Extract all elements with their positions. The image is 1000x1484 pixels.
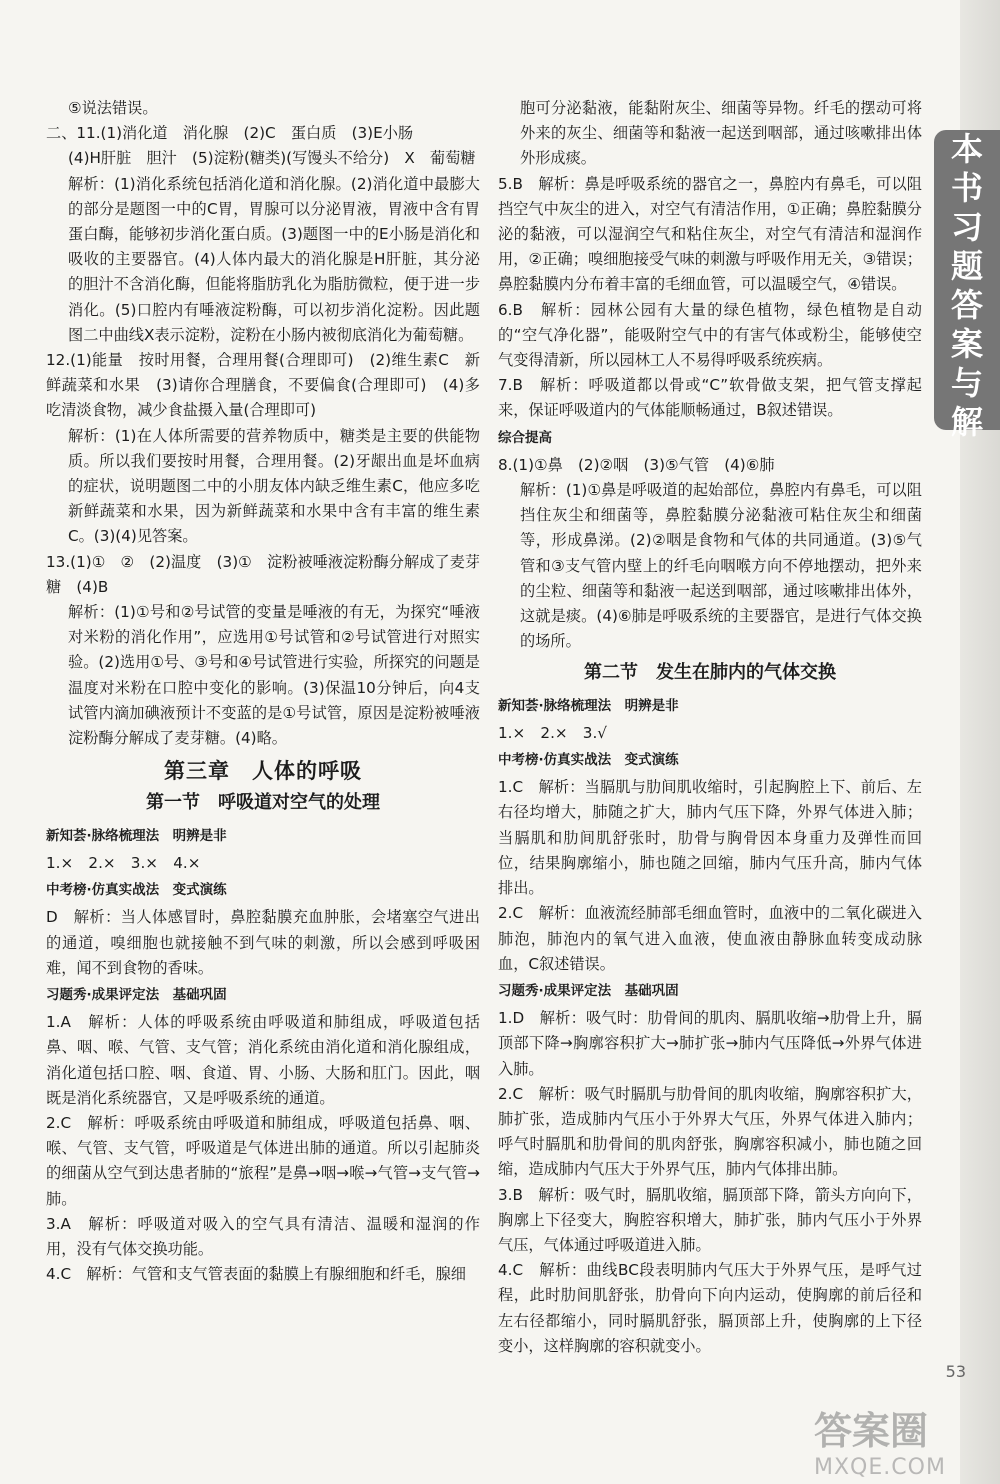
answer-text: 二、11.(1)消化道 消化腺 (2)C 蛋白质 (3)E小肠: [46, 124, 414, 143]
side-tab-char: 与: [950, 364, 983, 402]
explanation-text: 2.C 解析：呼吸系统由呼吸道和肺组成，呼吸道包括鼻、咽、喉、气管、支气管，呼吸道是气体进出肺的通道。所以引起肺炎的细菌从空气到达患者肺的“旅程”是鼻→咽→喉→气管→支气管→肺。: [46, 1113, 480, 1208]
subsection-heading: 习题秀·成果评定法 基础巩固: [498, 982, 679, 999]
explanation-text: 1.D 解析：吸气时：肋骨间的肌肉、膈肌收缩→肋骨上升，膈顶部下降→胸廓容积扩大→肺扩张→肺内气压降低→外界气体进入肺。: [498, 1009, 922, 1078]
explanation-text: 1.C 解析：当膈肌与肋间肌收缩时，引起胸腔上下、前后、左右径均增大，肺随之扩大，肺内气压下降，外界气体进入肺；当膈肌和肋间肌舒张时，肋骨与胸骨因本身重力及弹性而回位，结果胸廓缩小，肺也随之回缩，肺内气压升高，肺内气体排出。: [498, 778, 922, 898]
explanation-text: 4.C 解析：气管和支气管表面的黏膜上有腺细胞和纤毛，腺细: [46, 1265, 466, 1284]
answer-text: 12.(1)能量 按时用餐，合理用餐(合理即可) (2)维生素C 新鲜蔬菜和水果 (3)请你合理膳食，不要偏食(合理即可) (4)多吃清淡食物，减少食盐摄入量(合理即可): [46, 351, 480, 420]
side-tab-char: 题: [950, 247, 983, 285]
answer-text: ⑤说法错误。: [68, 99, 158, 117]
watermark-logo: [814, 1400, 980, 1480]
side-tab-char: 案: [950, 325, 983, 363]
side-tab-char: 解: [950, 403, 983, 441]
explanation-text: 7.B 解析：呼吸道都以骨或“C”软骨做支架，把气管支撑起来，保证呼吸道内的气体能顺畅通过，B叙述错误。: [498, 376, 922, 420]
explanation-text: 3.A 解析：呼吸道对吸入的空气具有清洁、温暖和湿润的作用，没有气体交换功能。: [46, 1214, 480, 1258]
side-tab-char: 答: [950, 286, 983, 324]
explanation-text: 4.C 解析：曲线BC段表明肺内气压大于外界气压，是呼气过程，此时肋间肌舒张，肋骨向下向内运动，使胸廓的前后径和左右径都缩小，同时膈肌舒张，膈顶部上升，使胸廓的上下径变小，这样胸廓的容积就变小。: [498, 1261, 922, 1355]
subsection-heading: 综合提高: [498, 429, 552, 446]
explanation-text: 解析：(1)消化系统包括消化道和消化腺。(2)消化道中最膨大的部分是题图一中的C胃，胃腺可以分泌胃液，胃液中含有胃蛋白酶，能够初步消化蛋白质。(3)题图一中的E小肠是消化和吸收的主要器官。(4)人体内最大的消化腺是H肝脏，其分泌的胆汁不含消化酶，但能将脂肪乳化为脂肪微粒，便于进一步消化。(5)口腔内有唾液淀粉酶，可以初步消化淀粉。因此题图二中曲线X表示淀粉，淀粉在小肠内被彻底消化为葡萄糖。: [68, 174, 480, 344]
explanation-text: 3.B 解析：吸气时，膈肌收缩，膈顶部下降，箭头方向向下，胸廓上下径变大，胸腔容积增大，肺扩张，肺内气压小于外界气压，气体通过呼吸道进入肺。: [498, 1185, 922, 1254]
section-title: 第一节 呼吸道对空气的处理: [146, 792, 380, 814]
subsection-heading: 新知荟·脉络梳理法 明辨是非: [46, 827, 227, 844]
left-column: [46, 96, 480, 1287]
explanation-text: 解析：(1)①号和②号试管的变量是唾液的有无，为探究“唾液对米粉的消化作用”，应选用①号试管和②号试管进行对照实验。(2)选用①号、③号和④号试管进行实验，所探究的问题是温度对米粉在口腔中变化的影响。(3)保温10分钟后，向4支试管内滴加碘液预计不变蓝的是①号试管，原因是淀粉被唾液淀粉酶分解成了麦芽糖。(4)略。: [68, 603, 480, 748]
subsection-heading: 习题秀·成果评定法 基础巩固: [46, 986, 227, 1003]
explanation-text: 解析：(1)在人体所需要的营养物质中，糖类是主要的供能物质。所以我们要按时用餐，合理用餐。(2)牙龈出血是坏血病的症状，说明题图二中的小朋友体内缺乏维生素C，他应多吃新鲜蔬菜和水果，因为新鲜蔬菜和水果中含有丰富的维生素C。(3)(4)见答案。: [68, 426, 480, 546]
answer-text: 13.(1)① ② (2)温度 (3)① 淀粉被唾液淀粉酶分解成了麦芽糖 (4)B: [46, 552, 480, 596]
explanation-text: 6.B 解析：园林公园有大量的绿色植物，绿色植物是自动的“空气净化器”，能吸附空气中的有害气体或粉尘，能够使空气变得清新，所以园林工人不易得呼吸系统疾病。: [498, 300, 922, 370]
chapter-title: 第三章 人体的呼吸: [164, 759, 362, 784]
explanation-text: 5.B 解析：鼻是呼吸系统的器官之一，鼻腔内有鼻毛，可以阻挡空气中灰尘的进入，对空气有清洁作用，①正确；鼻腔黏膜分泌的黏液，可以湿润空气和粘住灰尘，对空气有清洁和湿润作用，②正确；嗅细胞接受气味的刺激与呼吸作用无关，③错误；鼻腔黏膜内分布着丰富的毛细血管，可以温暖空气，④错误。: [498, 174, 922, 294]
side-tab-char: 习: [950, 208, 983, 246]
right-column: [498, 96, 922, 1359]
page-number: 53: [945, 1362, 966, 1381]
section-title: 第二节 发生在肺内的气体交换: [584, 662, 836, 684]
side-tab-char: 本: [950, 130, 983, 168]
explanation-text: 2.C 解析：血液流经肺部毛细血管时，血液中的二氧化碳进入肺泡，肺泡内的氧气进入血液，使血液由静脉血转变成动脉血，C叙述错误。: [498, 904, 922, 973]
explanation-text: D 解析：当人体感冒时，鼻腔黏膜充血肿胀，会堵塞空气进出的通道，嗅细胞也就接触不到气味的刺激，所以会感到呼吸困难，闻不到食物的香味。: [46, 908, 480, 977]
explanation-text: 2.C 解析：吸气时膈肌与肋骨间的肌肉收缩，胸廓容积扩大，肺扩张，造成肺内气压小于外界大气压，外界气体进入肺内；呼气时膈肌和肋骨间的肌肉舒张，胸廓容积减小，肺也随之回缩，造成肺内气压大于外界气压，肺内气体排出肺。: [498, 1084, 922, 1179]
answer-text: (4)H肝脏 胆汁 (5)淀粉(糖类)(写馒头不给分) X 葡萄糖: [68, 149, 476, 168]
subsection-heading: 中考榜·仿真实战法 变式演练: [46, 882, 227, 899]
explanation-text: 1.A 解析：人体的呼吸系统由呼吸道和肺组成，呼吸道包括鼻、咽、喉、气管、支气管；消化系统由消化道和消化腺组成，消化道包括口腔、咽、食道、胃、小肠、大肠和肛门。因此，咽既是消化系统器官，又是呼吸系统的通道。: [46, 1013, 480, 1107]
subsection-heading: 中考榜·仿真实战法 变式演练: [498, 752, 679, 769]
watermark-main: 答案圈: [814, 1408, 929, 1453]
subsection-heading: 新知荟·脉络梳理法 明辨是非: [498, 697, 679, 714]
answer-text: 1.× 2.× 3.√: [498, 723, 607, 742]
answer-text: 1.× 2.× 3.× 4.×: [46, 853, 201, 872]
watermark-sub: MXQE.COM: [814, 1455, 946, 1480]
side-tab: [934, 130, 1000, 441]
side-tab-char: 书: [950, 169, 983, 207]
explanation-text: 胞可分泌黏液，能黏附灰尘、细菌等异物。纤毛的摆动可将外来的灰尘、细菌等和黏液一起送到咽部，通过咳嗽排出体外形成痰。: [520, 99, 922, 168]
answer-text: 8.(1)①鼻 (2)②咽 (3)⑤气管 (4)⑥肺: [498, 455, 775, 474]
explanation-text: 解析：(1)①鼻是呼吸道的起始部位，鼻腔内有鼻毛，可以阻挡住灰尘和细菌等，鼻腔黏膜分泌黏液可粘住灰尘和细菌等，形成鼻涕。(2)②咽是食物和气体的共同通道。(3)⑤气管和③支气管内壁上的纤毛向咽喉方向不停地摆动，把外来的尘粒、细菌等和黏液一起送到咽部，通过咳嗽排出体外，这就是痰。(4)⑥肺是呼吸系统的主要器官，是进行气体交换的场所。: [520, 481, 922, 651]
